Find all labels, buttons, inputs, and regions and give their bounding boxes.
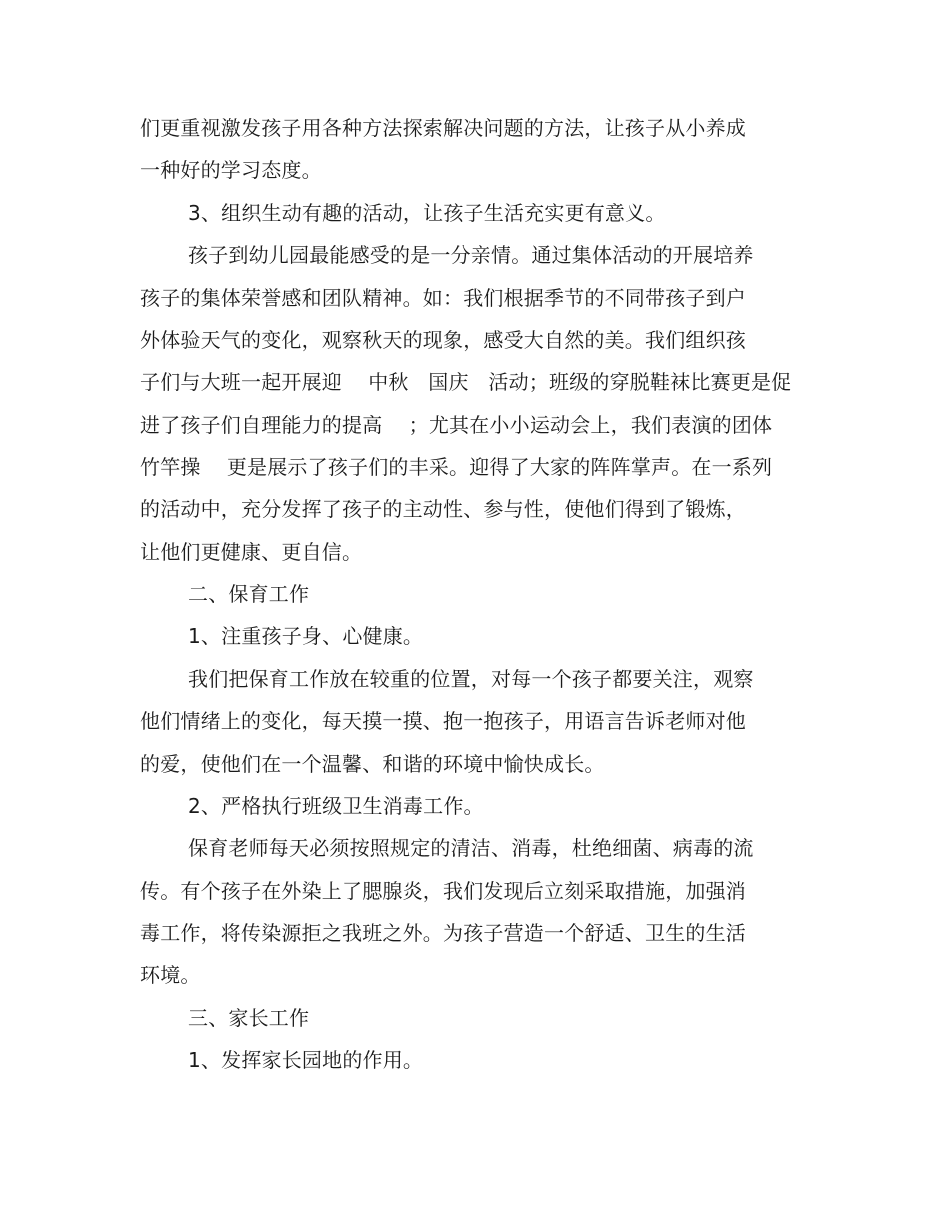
paragraph-line: 环境。 <box>140 963 201 987</box>
numbered-heading: 2、严格执行班级卫生消毒工作。 <box>188 794 484 818</box>
numbered-heading: 3、组织生动有趣的活动，让孩子生活充实更有意义。 <box>188 201 666 225</box>
paragraph-line: 的爱，使他们在一个温馨、和谐的环境中愉快成长。 <box>140 752 605 776</box>
paragraph-line: 让他们更健康、更自信。 <box>140 540 363 564</box>
paragraph-line: 一种好的学习态度。 <box>140 158 322 182</box>
paragraph-line: 们更重视激发孩子用各种方法探索解决问题的方法，让孩子从小养成 <box>140 116 746 140</box>
section-heading: 二、保育工作 <box>188 582 310 606</box>
paragraph-line: 外体验天气的变化，观察秋天的现象，感受大自然的美。我们组织孩 <box>140 328 746 352</box>
paragraph-line: 竹竿操 更是展示了孩子们的丰采。迎得了大家的阵阵掌声。在一系列 <box>140 455 773 479</box>
paragraph-line: 子们与大班一起开展迎 中秋 国庆 活动；班级的穿脱鞋袜比赛更是促 <box>140 370 792 394</box>
numbered-heading: 1、注重孩子身、心健康。 <box>188 624 424 648</box>
paragraph-line: 孩子到幼儿园最能感受的是一分亲情。通过集体活动的开展培养 <box>188 243 754 267</box>
paragraph-line: 的活动中，充分发挥了孩子的主动性、参与性，使他们得到了锻炼， <box>140 497 746 521</box>
paragraph-line: 毒工作，将传染源拒之我班之外。为孩子营造一个舒适、卫生的生活 <box>140 921 746 945</box>
numbered-heading: 1、发挥家长园地的作用。 <box>188 1048 424 1072</box>
paragraph-line: 我们把保育工作放在较重的位置，对每一个孩子都要关注，观察 <box>188 667 754 691</box>
section-heading: 三、家长工作 <box>188 1006 310 1030</box>
paragraph-line: 进了孩子们自理能力的提高 ；尤其在小小运动会上，我们表演的团体 <box>140 413 773 437</box>
paragraph-line: 保育老师每天必须按照规定的清洁、消毒，杜绝细菌、病毒的流 <box>188 836 754 860</box>
paragraph-line: 传。有个孩子在外染上了腮腺炎，我们发现后立刻采取措施，加强消 <box>140 879 746 903</box>
paragraph-line: 他们情绪上的变化，每天摸一摸、抱一抱孩子，用语言告诉老师对他 <box>140 709 746 733</box>
paragraph-line: 孩子的集体荣誉感和团队精神。如：我们根据季节的不同带孩子到户 <box>140 286 746 310</box>
